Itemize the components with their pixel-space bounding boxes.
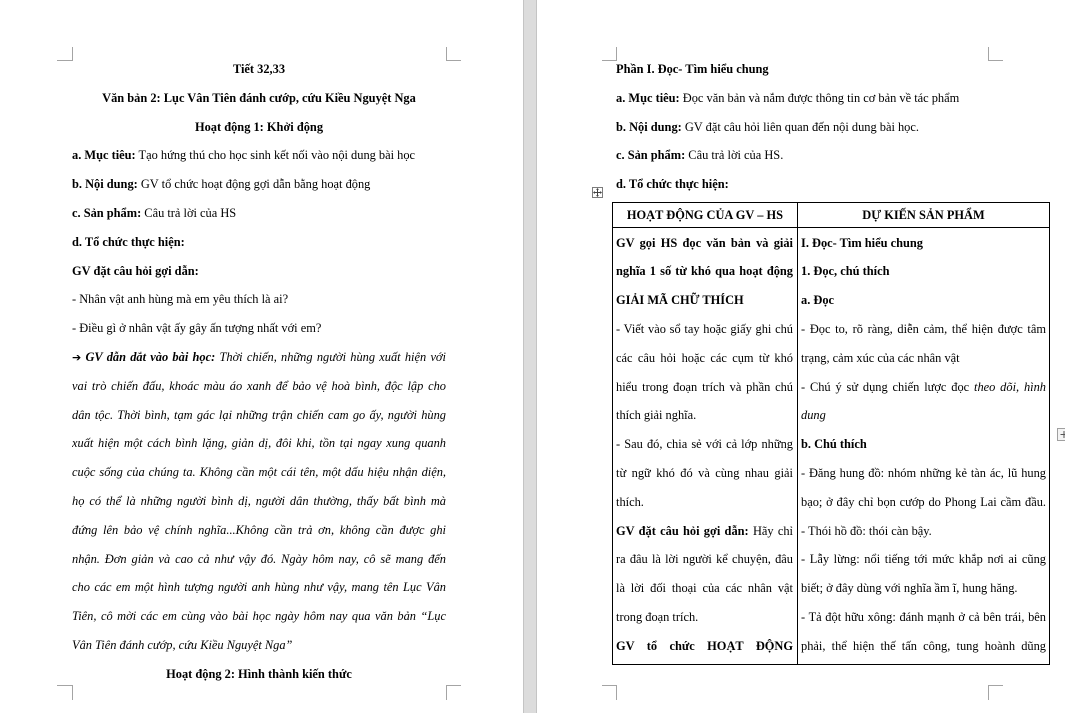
teacher-line: nghĩa 1 số từ khó qua hoạt động [616, 264, 793, 279]
product-line [616, 141, 988, 170]
organization-heading: d. Tổ chức thực hiện: [72, 234, 185, 249]
crop-mark-top-right [446, 47, 447, 61]
teacher-line: - Sau đó, chia sẻ với cả lớp những [616, 437, 793, 452]
content-text: GV tổ chức hoạt động gợi dẫn bằng hoạt động [137, 177, 371, 192]
reading-strategy-text: - Chú ý sử dụng chiến lược đọc [801, 379, 974, 394]
lead-in-line: cho các em một hình tượng người anh hùng như vậy, mang tên Lục Vân [72, 580, 446, 595]
product-line-item: dung [801, 408, 826, 423]
teacher-line: từ ngữ khó đó và cùng nhau giải [616, 465, 793, 480]
right-page-text-body [616, 55, 988, 199]
teacher-line [616, 517, 793, 546]
activity-table[interactable] [612, 202, 1050, 665]
product-text: Câu trả lời của HS. [685, 148, 784, 163]
table-header-expected-product[interactable]: DỰ KIẾN SẢN PHẨM [862, 208, 985, 222]
lead-in-label: GV dẫn dắt vào bài học: [85, 349, 216, 364]
lesson-period-title: Tiết 32,33 [232, 62, 286, 76]
content-line [616, 113, 988, 142]
text-title: Văn bản 2: Lục Vân Tiên đánh cướp, cứu Kiều Nguyệt Nga [102, 90, 416, 105]
lead-in-line: nhận. Đơn giản và cao cả như vậy đó. Ngày hôm nay, cô sẽ mang đến [72, 551, 446, 566]
table-move-handle-icon[interactable] [592, 187, 603, 198]
lead-in-line: Vân Tiên đánh cướp, cứu Kiều Nguyệt Nga” [72, 637, 293, 652]
activity-2-heading: Hoạt động 2: Hình thành kiến thức [166, 666, 352, 681]
lead-in-line: Tiên, cô mời các em cùng vào bài học ngày hôm nay qua văn bản “Lục [72, 609, 446, 624]
table-cell-expected-product[interactable] [801, 229, 1046, 661]
crop-mark-bottom-right [988, 685, 1003, 686]
crop-mark-top-left [602, 60, 617, 61]
lead-in-line: họ có thể là những người bình dị, người dân thường, thấy bất bình mà [72, 493, 446, 508]
crop-mark-bottom-right [988, 685, 989, 700]
teacher-prompt-text: Hãy chỉ [748, 523, 793, 538]
objective-text: Tạo hứng thú cho học sinh kết nối vào nội dung bài học [135, 148, 416, 163]
product-line-item: - Thói hồ đồ: thói càn bậy. [801, 523, 932, 538]
arrow-icon: ➔ [72, 350, 82, 364]
lead-in-text: Thời chiến, những người hùng xuất hiện với [215, 349, 446, 364]
reading-strategy-emphasis: theo dõi, hình [974, 379, 1046, 394]
product-line-item: - Đọc to, rõ ràng, diễn cảm, thể hiện được tâm [801, 321, 1046, 336]
section-heading: Phần I. Đọc- Tìm hiểu chung [616, 62, 769, 76]
objective-label: a. Mục tiêu: [72, 148, 136, 163]
crop-mark-top-right [988, 47, 989, 61]
table-column-divider [797, 203, 798, 664]
product-line-item: a. Đọc [801, 293, 835, 308]
activity-1-heading: Hoạt động 1: Khởi động [194, 119, 324, 134]
content-label: b. Nội dung: [72, 177, 138, 192]
question-item: - Nhân vật anh hùng mà em yêu thích là ai? [72, 292, 289, 307]
objective-label: a. Mục tiêu: [616, 90, 680, 105]
crop-mark-bottom-right [446, 685, 461, 686]
objective-line [616, 84, 988, 113]
product-label: c. Sản phẩm: [72, 205, 142, 220]
move-icon [593, 188, 602, 197]
lead-in-first-line [72, 343, 446, 372]
teacher-line: ra đâu là lời người kể chuyện, đâu [616, 552, 793, 567]
organization-heading: d. Tổ chức thực hiện: [616, 177, 729, 192]
teacher-line: thích. [616, 494, 644, 509]
prompt-heading: GV đặt câu hỏi gợi dẫn: [72, 263, 199, 278]
product-line-item: - Lẫy lừng: nổi tiếng tới mức khắp nơi ai cũng [801, 552, 1046, 567]
table-header-teacher-activity[interactable]: HOẠT ĐỘNG CỦA GV – HS [626, 208, 784, 222]
plus-icon [1058, 429, 1065, 440]
insert-control-icon[interactable] [1057, 428, 1065, 441]
teacher-prompt-label: GV đặt câu hỏi gợi dẫn: [616, 523, 749, 538]
product-line-item: 1. Đọc, chú thích [801, 264, 890, 279]
lead-in-line: dân tộc. Thời bình, tạm gác lại những trận chiến cam go ấy, người hùng [72, 407, 446, 422]
crop-mark-bottom-left [57, 685, 72, 686]
crop-mark-top-right [988, 60, 1003, 61]
teacher-line: - Viết vào sổ tay hoặc giấy ghi chú [616, 321, 793, 336]
teacher-line: là lời đối thoại của các nhân vật [616, 581, 793, 596]
table-cell-teacher-activity[interactable] [616, 229, 793, 661]
product-line-item [801, 373, 1046, 402]
content-text: GV đặt câu hỏi liên quan đến nội dung bài học. [681, 119, 919, 134]
lead-in-line: xuất hiện một cách bình lặng, giản dị, đôi khi, tồn tại ngay xung quanh [72, 436, 446, 451]
document-page-right[interactable] [537, 0, 1065, 713]
product-line-item: trạng, cảm xúc của các nhân vật [801, 350, 960, 365]
teacher-line: hiểu trong đoạn trích và phần chú [616, 379, 793, 394]
teacher-line: GV gọi HS đọc văn bản và giải [616, 235, 793, 250]
product-line-item: bạo; ở đây chỉ bọn cướp do Phong Lai cầm đầu. [801, 494, 1046, 509]
crop-mark-top-left [57, 60, 72, 61]
product-line-item: b. Chú thích [801, 437, 867, 452]
document-page-left[interactable] [0, 0, 523, 713]
lead-in-line: cuộc sống của chúng ta. Không cần một cái tên, một dấu hiệu nhận diện, [72, 465, 446, 480]
teacher-line: thích giải nghĩa. [616, 408, 697, 423]
teacher-line: các câu hỏi hoặc các cụm từ khó [616, 350, 793, 365]
lead-in-line: đứng lên bảo vệ chính nghĩa...Không cần trả ơn, không cần được ghi [72, 522, 446, 537]
product-line-item: phải, thể hiện thế tấn công, tung hoành dũng [801, 638, 1046, 653]
content-label: b. Nội dung: [616, 119, 682, 134]
product-line-item: biết; ở đây dùng với nghĩa ầm ĩ, hung hăng. [801, 581, 1018, 596]
question-item: - Điều gì ở nhân vật ấy gây ấn tượng nhất với em? [72, 321, 322, 336]
objective-text: Đọc văn bản và nắm được thông tin cơ bản về tác phẩm [679, 90, 960, 105]
product-text: Câu trả lời của HS [141, 205, 237, 220]
crop-mark-bottom-left [602, 685, 617, 686]
product-line [72, 199, 446, 228]
objective-line [72, 141, 446, 170]
lead-in-line: vai trò chiến đấu, khoác màu áo xanh để bảo vệ hoà bình, độc lập cho [72, 378, 446, 393]
crop-mark-bottom-left [616, 685, 617, 700]
product-line-item: - Tả đột hữu xông: đánh mạnh ở cả bên trái, bên [801, 609, 1046, 624]
left-page-text-body [72, 55, 446, 689]
teacher-line: GV tổ chức HOẠT ĐỘNG [616, 638, 793, 653]
teacher-line: trong đoạn trích. [616, 609, 699, 624]
product-label: c. Sản phẩm: [616, 148, 686, 163]
content-line [72, 170, 446, 199]
teacher-line: GIẢI MÃ CHỮ THÍCH [616, 293, 744, 308]
crop-mark-top-right [446, 60, 461, 61]
product-line-item: - Đăng hung đồ: nhóm những kẻ tàn ác, lũ hung [801, 465, 1046, 480]
crop-mark-bottom-right [446, 685, 447, 700]
product-line-item: I. Đọc- Tìm hiểu chung [801, 235, 923, 250]
